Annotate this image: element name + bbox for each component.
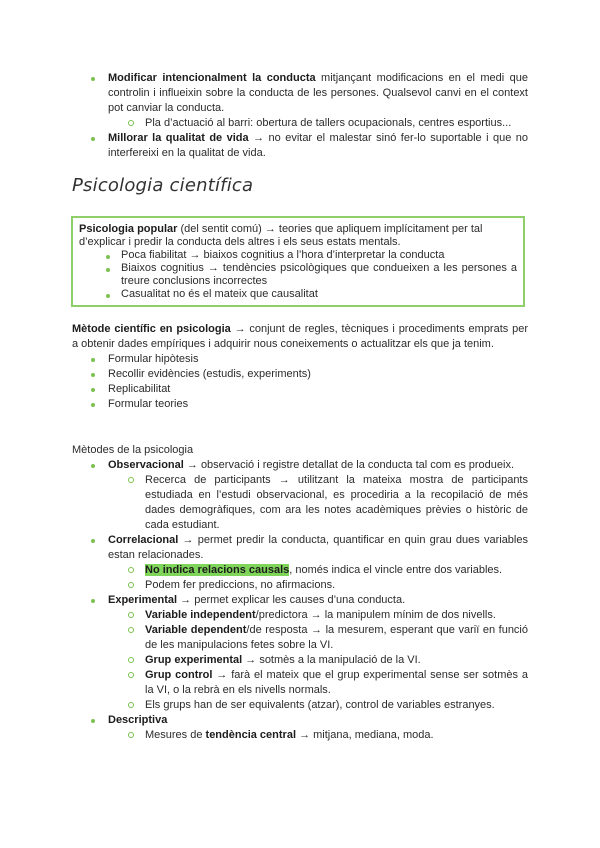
sub-list-item: Pla d’actuació al barri: obertura de tallers ocupacionals, centres esportius...	[0, 116, 600, 131]
list-item: Biaixos cognitius → tendències psicològiques que condueixen a les persones a treure conclusions incorrectes	[79, 262, 517, 288]
metode-paragraph: Mètode científic en psicologia → conjunt de regles, tècniques i procediments emprats per a obtenir dades empíriques i adquirir nous coneixements o actualitzar els que ja tenim.	[72, 323, 528, 350]
sub-list-item: No indica relacions causals, només indica el vincle entre dos variables.	[0, 563, 600, 578]
highlighted-text: No indica relacions causals	[145, 564, 290, 576]
metodes-section	[0, 443, 600, 743]
list-item: Millorar la qualitat de vida → no evitar el malestar sinó fer-lo suportable i que no interfereixi en la qualitat de vida.	[0, 131, 600, 161]
list-item: Poca fiabilitat → biaixos cognitius a l’hora d’interpretar la conducta	[79, 249, 517, 262]
list-item: Correlacional → permet predir la conducta, quantificar en quin grau dues variables estan relacionades.	[0, 533, 600, 563]
list-item: Replicabilitat	[0, 382, 600, 397]
list-item: Casualitat no és el mateix que causalitat	[79, 288, 517, 301]
sub-list-item: Els grups han de ser equivalents (atzar), control de variables estranyes.	[0, 698, 600, 713]
list-item: Observacional → observació i registre detallat de la conducta tal com es produeix.	[0, 458, 600, 473]
list-item: Recollir evidències (estudis, experiments)	[0, 367, 600, 382]
section-heading: Psicologia científica	[72, 175, 254, 196]
list-item: Formular teories	[0, 397, 600, 412]
callout-box	[71, 216, 525, 307]
top-list	[0, 71, 600, 161]
metode-section	[0, 322, 600, 412]
sub-list-item: Podem fer prediccions, no afirmacions.	[0, 578, 600, 593]
callout-title: Psicologia popular (del sentit comú) → teories que apliquem implícitament per tal d’explicar i predir la conducta dels altres i els seus estats mentals.	[79, 223, 483, 248]
list-item: Formular hipòtesis	[0, 352, 600, 367]
sub-list-item: Grup control → farà el mateix que el grup experimental sense ser sotmès a la VI, o la rebrà en els nivells normals.	[0, 668, 600, 698]
sub-list-item: Mesures de tendència central → mitjana, mediana, moda.	[0, 728, 600, 743]
metodes-title: Mètodes de la psicologia	[72, 444, 194, 456]
list-item: Modificar intencionalment la conducta mitjançant modificacions en el medi que controlin i influeixin sobre la conducta de les persones. Qualsevol canvi en el context pot canviar la conducta.	[0, 71, 600, 116]
list-item: Experimental → permet explicar les causes d’una conducta.	[0, 593, 600, 608]
sub-list-item: Recerca de participants → utilitzant la mateixa mostra de participants estudiada en l’estudi observacional, es procediria a la recopilació de més dades demogràfiques, com ara les notes acadèmiques prèvies o històric de cada estudiant.	[0, 473, 600, 533]
sub-list-item: Variable dependent/de resposta → la mesurem, esperant que variï en funció de les manipulacions fetes sobre la VI.	[0, 623, 600, 653]
sub-list-item: Variable independent/predictora → la manipulem mínim de dos nivells.	[0, 608, 600, 623]
sub-list-item: Grup experimental → sotmès a la manipulació de la VI.	[0, 653, 600, 668]
list-item: Descriptiva	[0, 713, 600, 728]
